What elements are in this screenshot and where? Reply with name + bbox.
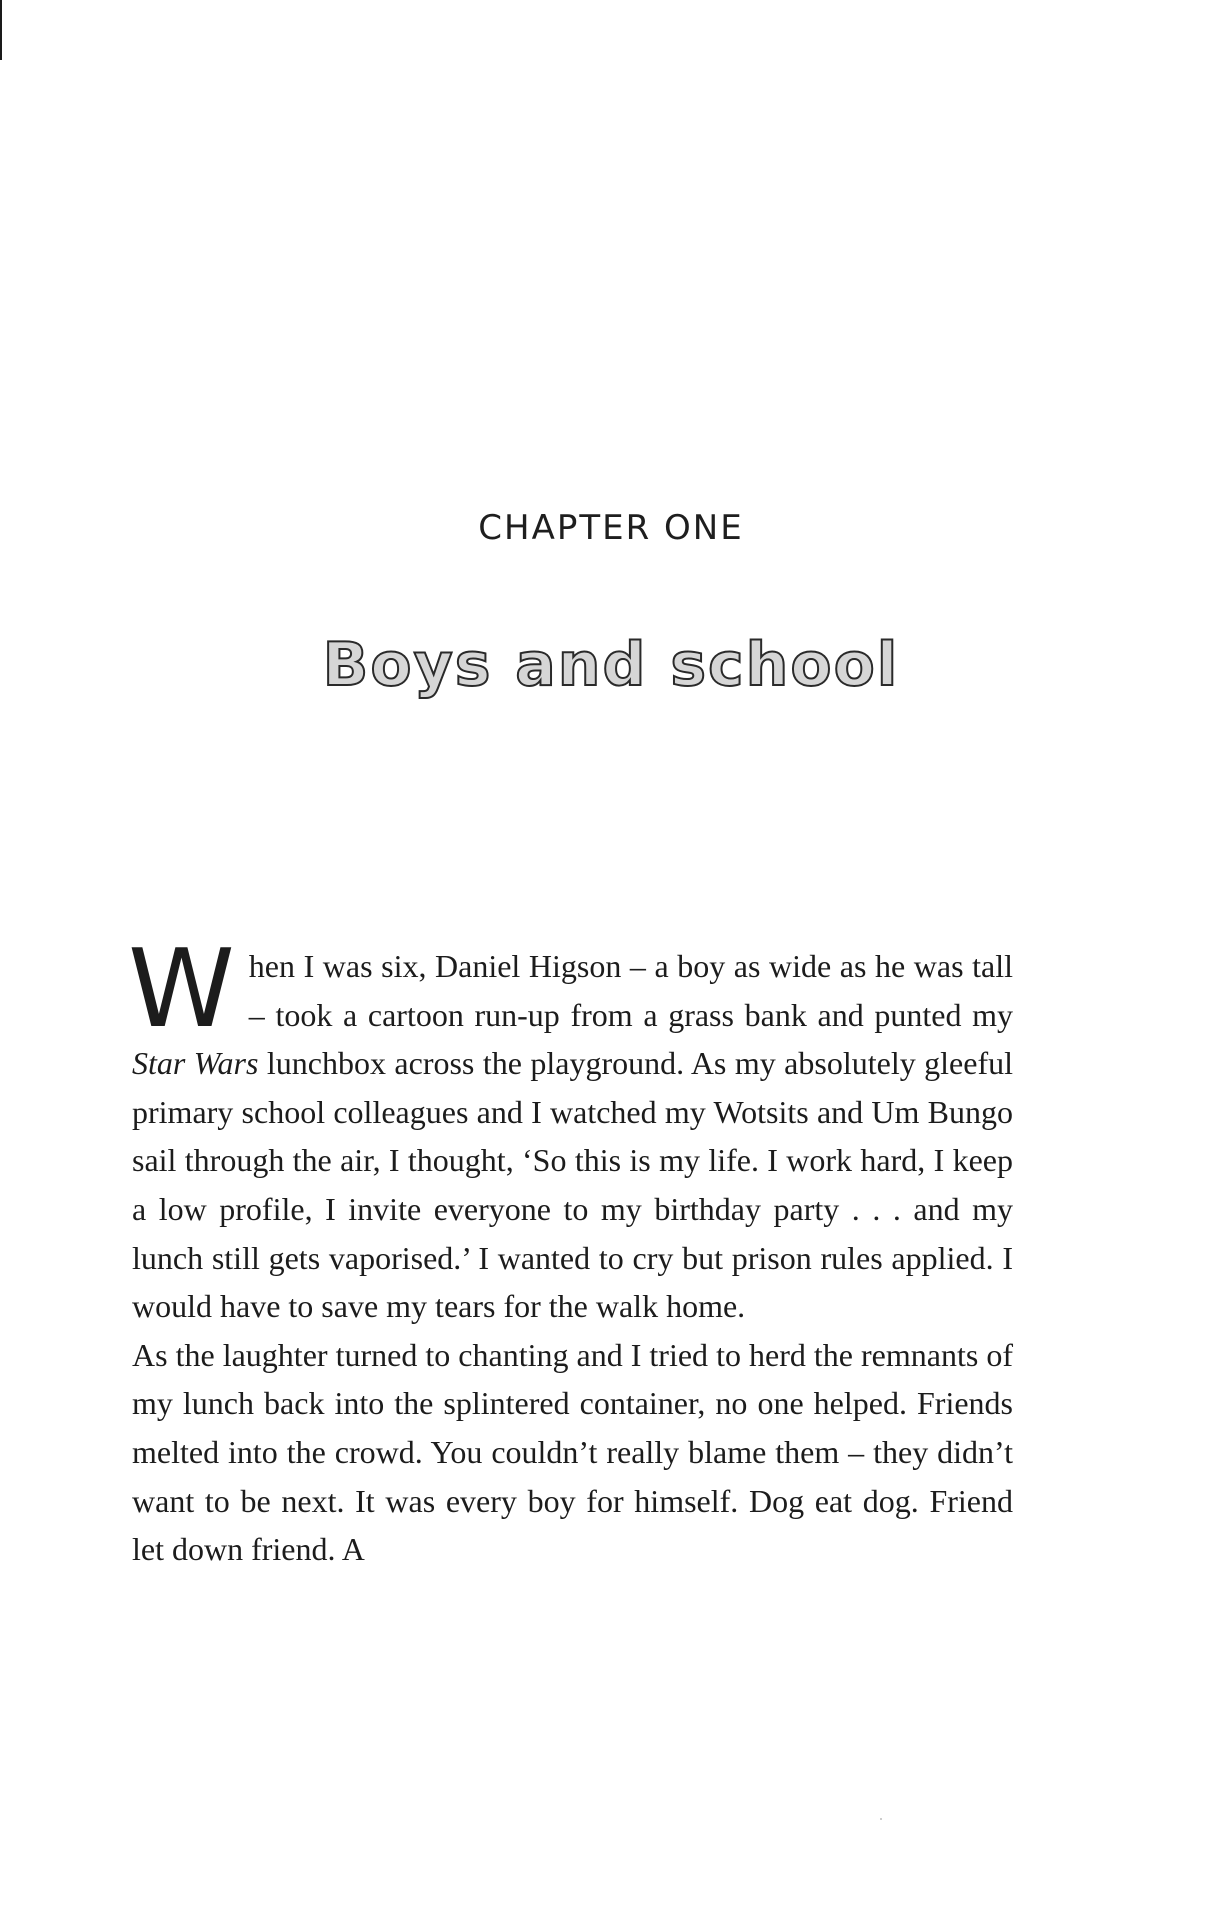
paragraph-1 bbox=[128, 927, 1014, 1331]
drop-cap: W bbox=[128, 927, 235, 1052]
page-edge-mark bbox=[0, 0, 2, 60]
chapter-number: CHAPTER ONE bbox=[478, 508, 744, 548]
paragraph-1-text-end: lunchbox across the playground. As my absolutely gleeful primary school colleagues and I watched my Wotsits and Um Bungo sail through the air, I thought, ‘So this is my life. I work hard, I keep a low profile, I invite everyone to my birthday party . . . and my lunch still gets vaporised.’ I wanted to cry but prison rules applied. I would have to save my tears for the walk home. bbox=[132, 1045, 1014, 1325]
scan-speck bbox=[880, 1818, 882, 1820]
chapter-title: Boys and school bbox=[322, 630, 900, 700]
paragraph-2: As the laughter turned to chanting and I tried to herd the remnants of my lunch back into the splintered container, no one helped. Friends melted into the crowd. You couldn’t really blame them – they didn’t want to be next. It was every boy for himself. Dog eat dog. Friend let down friend. A bbox=[132, 1336, 1013, 1568]
paragraph-1-italic-title: Star Wars bbox=[132, 1045, 259, 1082]
body-text bbox=[128, 927, 1014, 1574]
paragraph-1-text-start: hen I was six, Daniel Higson – a boy as wide as he was tall – took a cartoon run-up from a grass bank and punted my bbox=[248, 948, 1013, 1033]
